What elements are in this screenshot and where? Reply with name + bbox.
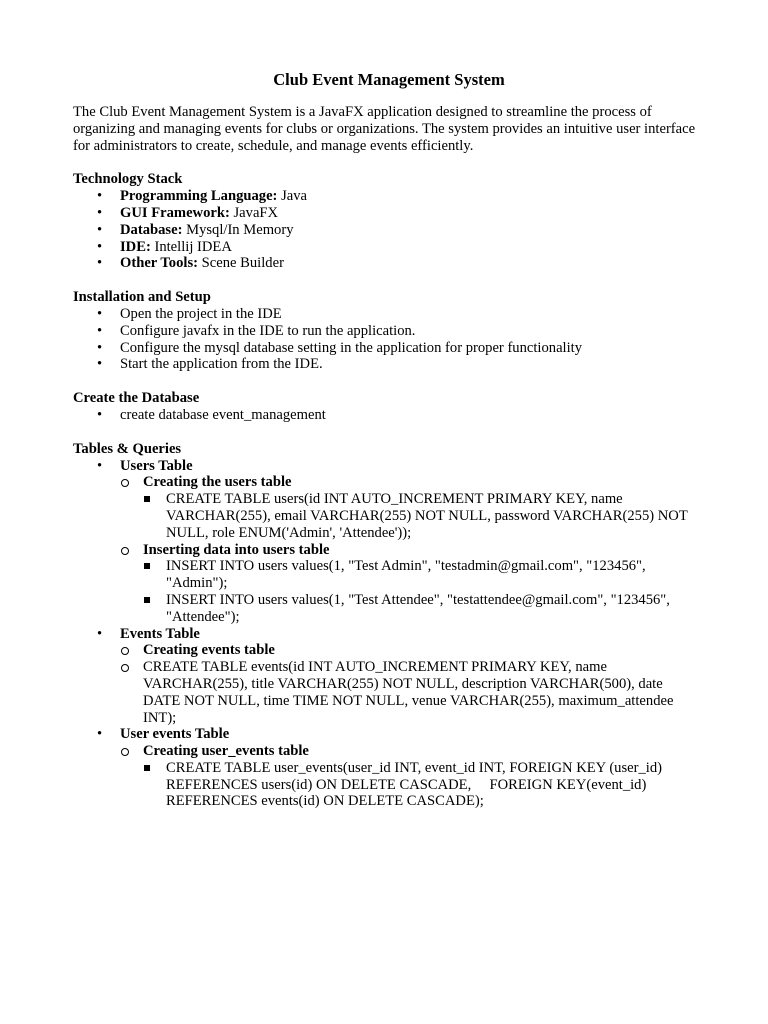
document-page (73, 70, 697, 827)
bullet-icon: • (97, 221, 103, 238)
item-value: Mysql/In Memory (186, 221, 294, 238)
sql-text: INSERT INTO users values(1, "Test Admin", "testadmin@gmail.com", "123456", "Admin"); (166, 558, 646, 592)
bullet-icon: • (97, 305, 103, 322)
create-database-heading: Create the Database (73, 390, 200, 407)
events-table-item (73, 626, 697, 643)
bullet-icon: • (97, 339, 103, 356)
list-item (73, 306, 697, 323)
technology-stack-list (73, 188, 697, 272)
circle-bullet-icon (121, 647, 129, 655)
item-label: Other Tools: (120, 255, 198, 272)
bullet-icon: • (97, 188, 103, 205)
bullet-icon: • (97, 356, 103, 373)
users-table-item (73, 458, 697, 475)
installation-list (73, 306, 697, 373)
item-label: IDE: (120, 238, 151, 255)
list-item (73, 188, 697, 205)
bullet-icon: • (97, 457, 103, 474)
item-title: Creating events table (143, 642, 275, 659)
sql-item (73, 491, 697, 541)
list-item (73, 340, 697, 357)
sql-text: CREATE TABLE users(id INT AUTO_INCREMENT PRIMARY KEY, name VARCHAR(255), email VARCHAR(255) NOT NULL, password VARCHAR(255) NOT NULL, role ENUM('Admin', 'Attendee')); (166, 491, 688, 541)
square-bullet-icon (144, 765, 150, 771)
create-database-list (73, 407, 697, 424)
sub-list-item (73, 642, 697, 659)
installation-section (73, 289, 697, 373)
item-text: Open the project in the IDE (120, 305, 282, 322)
sql-text: CREATE TABLE user_events(user_id INT, event_id INT, FOREIGN KEY (user_id) REFERENCES users(id) ON DELETE CASCADE, FOREIGN KEY(event_id) REFERENCES events(id) ON DELETE CASCADE); (166, 759, 662, 810)
bullet-icon: • (97, 322, 103, 339)
item-title: Creating user_events table (143, 743, 309, 760)
tables-list (73, 458, 697, 811)
item-text: create database event_management (120, 406, 326, 423)
sql-item (73, 558, 697, 592)
item-label: Programming Language: (120, 188, 278, 205)
list-item (73, 356, 697, 373)
item-text: Configure javafx in the IDE to run the application. (120, 322, 416, 339)
sql-text: INSERT INTO users values(1, "Test Attendee", "testattendee@gmail.com", "123456", "Attendee"); (166, 591, 670, 625)
circle-bullet-icon (121, 664, 129, 672)
list-item (73, 205, 697, 222)
item-label: GUI Framework: (120, 204, 230, 221)
item-text: Configure the mysql database setting in the application for proper functionality (120, 339, 583, 356)
tables-heading: Tables & Queries (73, 440, 182, 457)
list-item (73, 407, 697, 424)
bullet-icon: • (97, 726, 103, 743)
list-item (73, 323, 697, 340)
sql-item (73, 760, 697, 810)
installation-heading: Installation and Setup (73, 289, 211, 306)
sub-list-item (73, 743, 697, 760)
item-value: Java (281, 188, 308, 205)
bullet-icon: • (97, 204, 103, 221)
sql-item (73, 592, 697, 626)
circle-bullet-icon (121, 748, 129, 756)
tables-section (73, 441, 697, 811)
square-bullet-icon (144, 563, 150, 569)
sub-list-item (73, 542, 697, 559)
document-title: Club Event Management System (273, 70, 505, 89)
circle-bullet-icon (121, 547, 129, 555)
sql-text: CREATE TABLE events(id INT AUTO_INCREMENT PRIMARY KEY, name VARCHAR(255), title VARCHAR(255) NOT NULL, description VARCHAR(500), date DATE NOT NULL, time TIME NOT NULL, venue VARCHAR(255), maximum_attendee INT); (143, 659, 674, 726)
user-events-table-item (73, 726, 697, 743)
bullet-icon: • (97, 625, 103, 642)
item-text: Start the application from the IDE. (120, 356, 323, 373)
item-value: JavaFX (233, 204, 279, 221)
item-title: Creating the users table (143, 474, 292, 491)
item-label: Database: (120, 221, 183, 238)
list-item (73, 222, 697, 239)
item-title: Inserting data into users table (143, 541, 330, 558)
bullet-icon: • (97, 238, 103, 255)
item-title: Users Table (120, 457, 193, 474)
circle-bullet-icon (121, 479, 129, 487)
sub-list-item (73, 659, 697, 726)
item-title: User events Table (120, 726, 230, 743)
intro-paragraph: The Club Event Management System is a JavaFX application designed to streamline the process of organizing and managing events for clubs or organizations. The system provides an intuitive user interface for administrators to create, schedule, and manage events efficiently. (73, 104, 696, 154)
create-database-section (73, 390, 697, 424)
item-title: Events Table (120, 625, 200, 642)
technology-stack-section (73, 171, 697, 272)
square-bullet-icon (144, 597, 150, 603)
bullet-icon: • (97, 406, 103, 423)
sub-list-item (73, 474, 697, 491)
item-value: Intellij IDEA (154, 238, 232, 255)
square-bullet-icon (144, 496, 150, 502)
item-value: Scene Builder (201, 255, 284, 272)
list-item (73, 255, 697, 272)
bullet-icon: • (97, 255, 103, 272)
list-item (73, 239, 697, 256)
technology-stack-heading: Technology Stack (73, 171, 183, 188)
